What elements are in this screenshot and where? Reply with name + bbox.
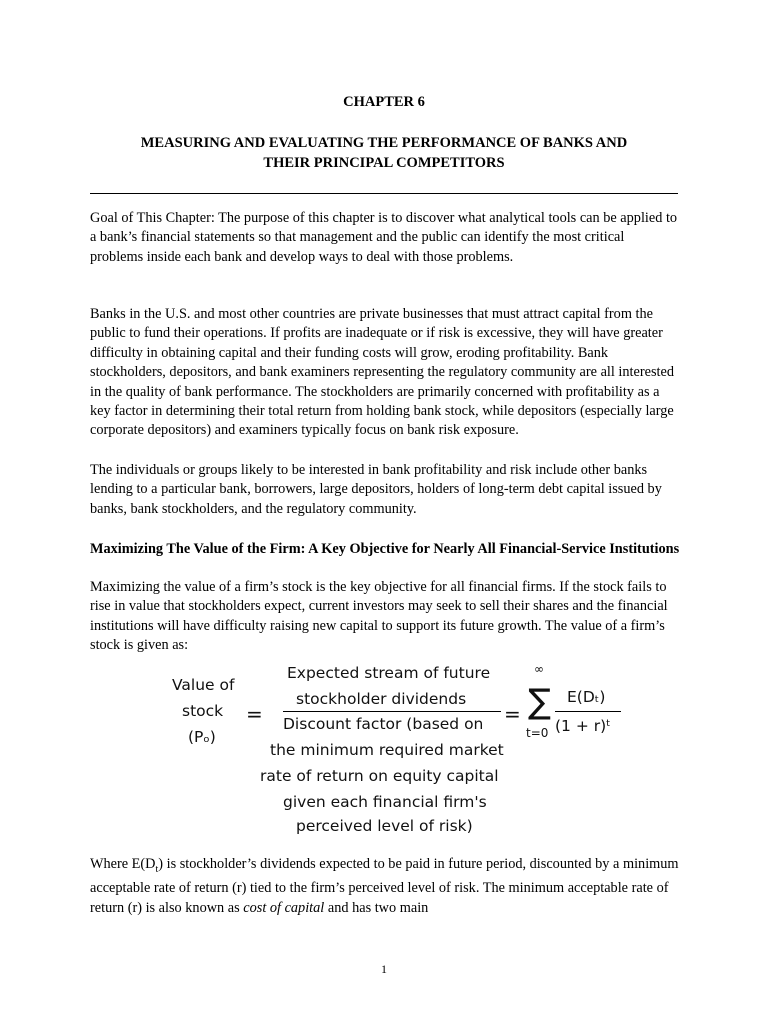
summand-numerator: E(Dₜ): [567, 688, 606, 706]
formula-denominator-line-5: perceived level of risk): [296, 817, 473, 835]
chapter-heading: CHAPTER 6: [343, 94, 425, 110]
banks-paragraph: Banks in the U.S. and most other countries are private businesses that must attract capital from the public to fund their operations. If profits are inadequate or if risk is excessive, they will have greater difficulty in obtaining capital and their funding costs will grow, eroding profitability. Bank stockholders, depositors, and bank examiners representing the regulatory community are all interested in the quality of bank performance. The stockholders are primarily concerned with profitability as a key factor in determining their total return from holding bank stock, while depositors (especially large corporate depositors) and examiners typically focus on bank risk exposure.: [90, 306, 675, 439]
value-paragraph: Maximizing the value of a firm’s stock is the key objective for all financial firms. If the stock fails to rise in value that stockholders expect, current investors may seek to sell their shares and the financial institutions will have difficulty raising new capital to support its future growth. The value of a firm’s stock is given as:: [90, 579, 668, 654]
goal-paragraph: Goal of This Chapter: The purpose of this chapter is to discover what analytical tools can be applied to a bank’s financial statements so that management and the public can identify the most critical problems inside each bank and develop ways to deal with those problems.: [90, 210, 678, 265]
stock-value-formula: [160, 660, 630, 835]
formula-denominator-line-4: given each financial firm's: [283, 793, 487, 811]
formula-fraction-bar: [283, 711, 501, 712]
summand-denominator: (1 + r)ᵗ: [555, 717, 611, 735]
where-text-1: Where E(D: [90, 856, 156, 872]
section-heading: Maximizing The Value of the Firm: A Key Objective for Nearly All Financial-Service Institutions: [90, 541, 680, 557]
horizontal-rule: [90, 193, 678, 194]
formula-denominator-line-1: Discount factor (based on: [283, 715, 484, 733]
formula-equals-1: =: [246, 702, 263, 726]
where-text-3: and has two main: [324, 899, 429, 916]
formula-lhs-line-3: (Pₒ): [188, 728, 216, 746]
summand-fraction-bar: [555, 711, 621, 712]
chapter-title-line-2: THEIR PRINCIPAL COMPETITORS: [263, 155, 505, 171]
where-text-2: ) is stockholder’s dividends expected to be paid in future period, discounted by a minimum acceptable rate of return (r) tied to the firm’s perceived level of risk. The minimum acceptable rate of return (r) is also known as: [90, 856, 679, 916]
chapter-title-line-1: MEASURING AND EVALUATING THE PERFORMANCE OF BANKS AND: [140, 135, 628, 151]
formula-equals-2: =: [504, 702, 521, 726]
chapter-title: [90, 133, 678, 173]
sigma-symbol: ∑: [528, 682, 551, 722]
page-number: 1: [381, 962, 387, 976]
formula-numerator-line-2: stockholder dividends: [296, 690, 467, 708]
formula-numerator-line-1: Expected stream of future: [287, 664, 491, 682]
groups-paragraph: The individuals or groups likely to be interested in bank profitability and risk include other banks lending to a particular bank, borrowers, large depositors, holders of long-term debt capital issued by banks, bank stockholders, and the regulatory community.: [90, 462, 662, 517]
sigma-lower-limit: t=0: [526, 726, 549, 740]
where-subscript: t: [155, 863, 159, 875]
formula-lhs-line-2: stock: [182, 702, 224, 720]
formula-denominator-line-3: rate of return on equity capital: [260, 767, 499, 785]
sigma-upper-limit: ∞: [534, 662, 544, 676]
formula-denominator-line-2: the minimum required market: [270, 741, 504, 759]
where-paragraph: [90, 855, 680, 918]
formula-lhs-line-1: Value of: [172, 676, 235, 694]
cost-of-capital-term: cost of capital: [243, 899, 325, 916]
